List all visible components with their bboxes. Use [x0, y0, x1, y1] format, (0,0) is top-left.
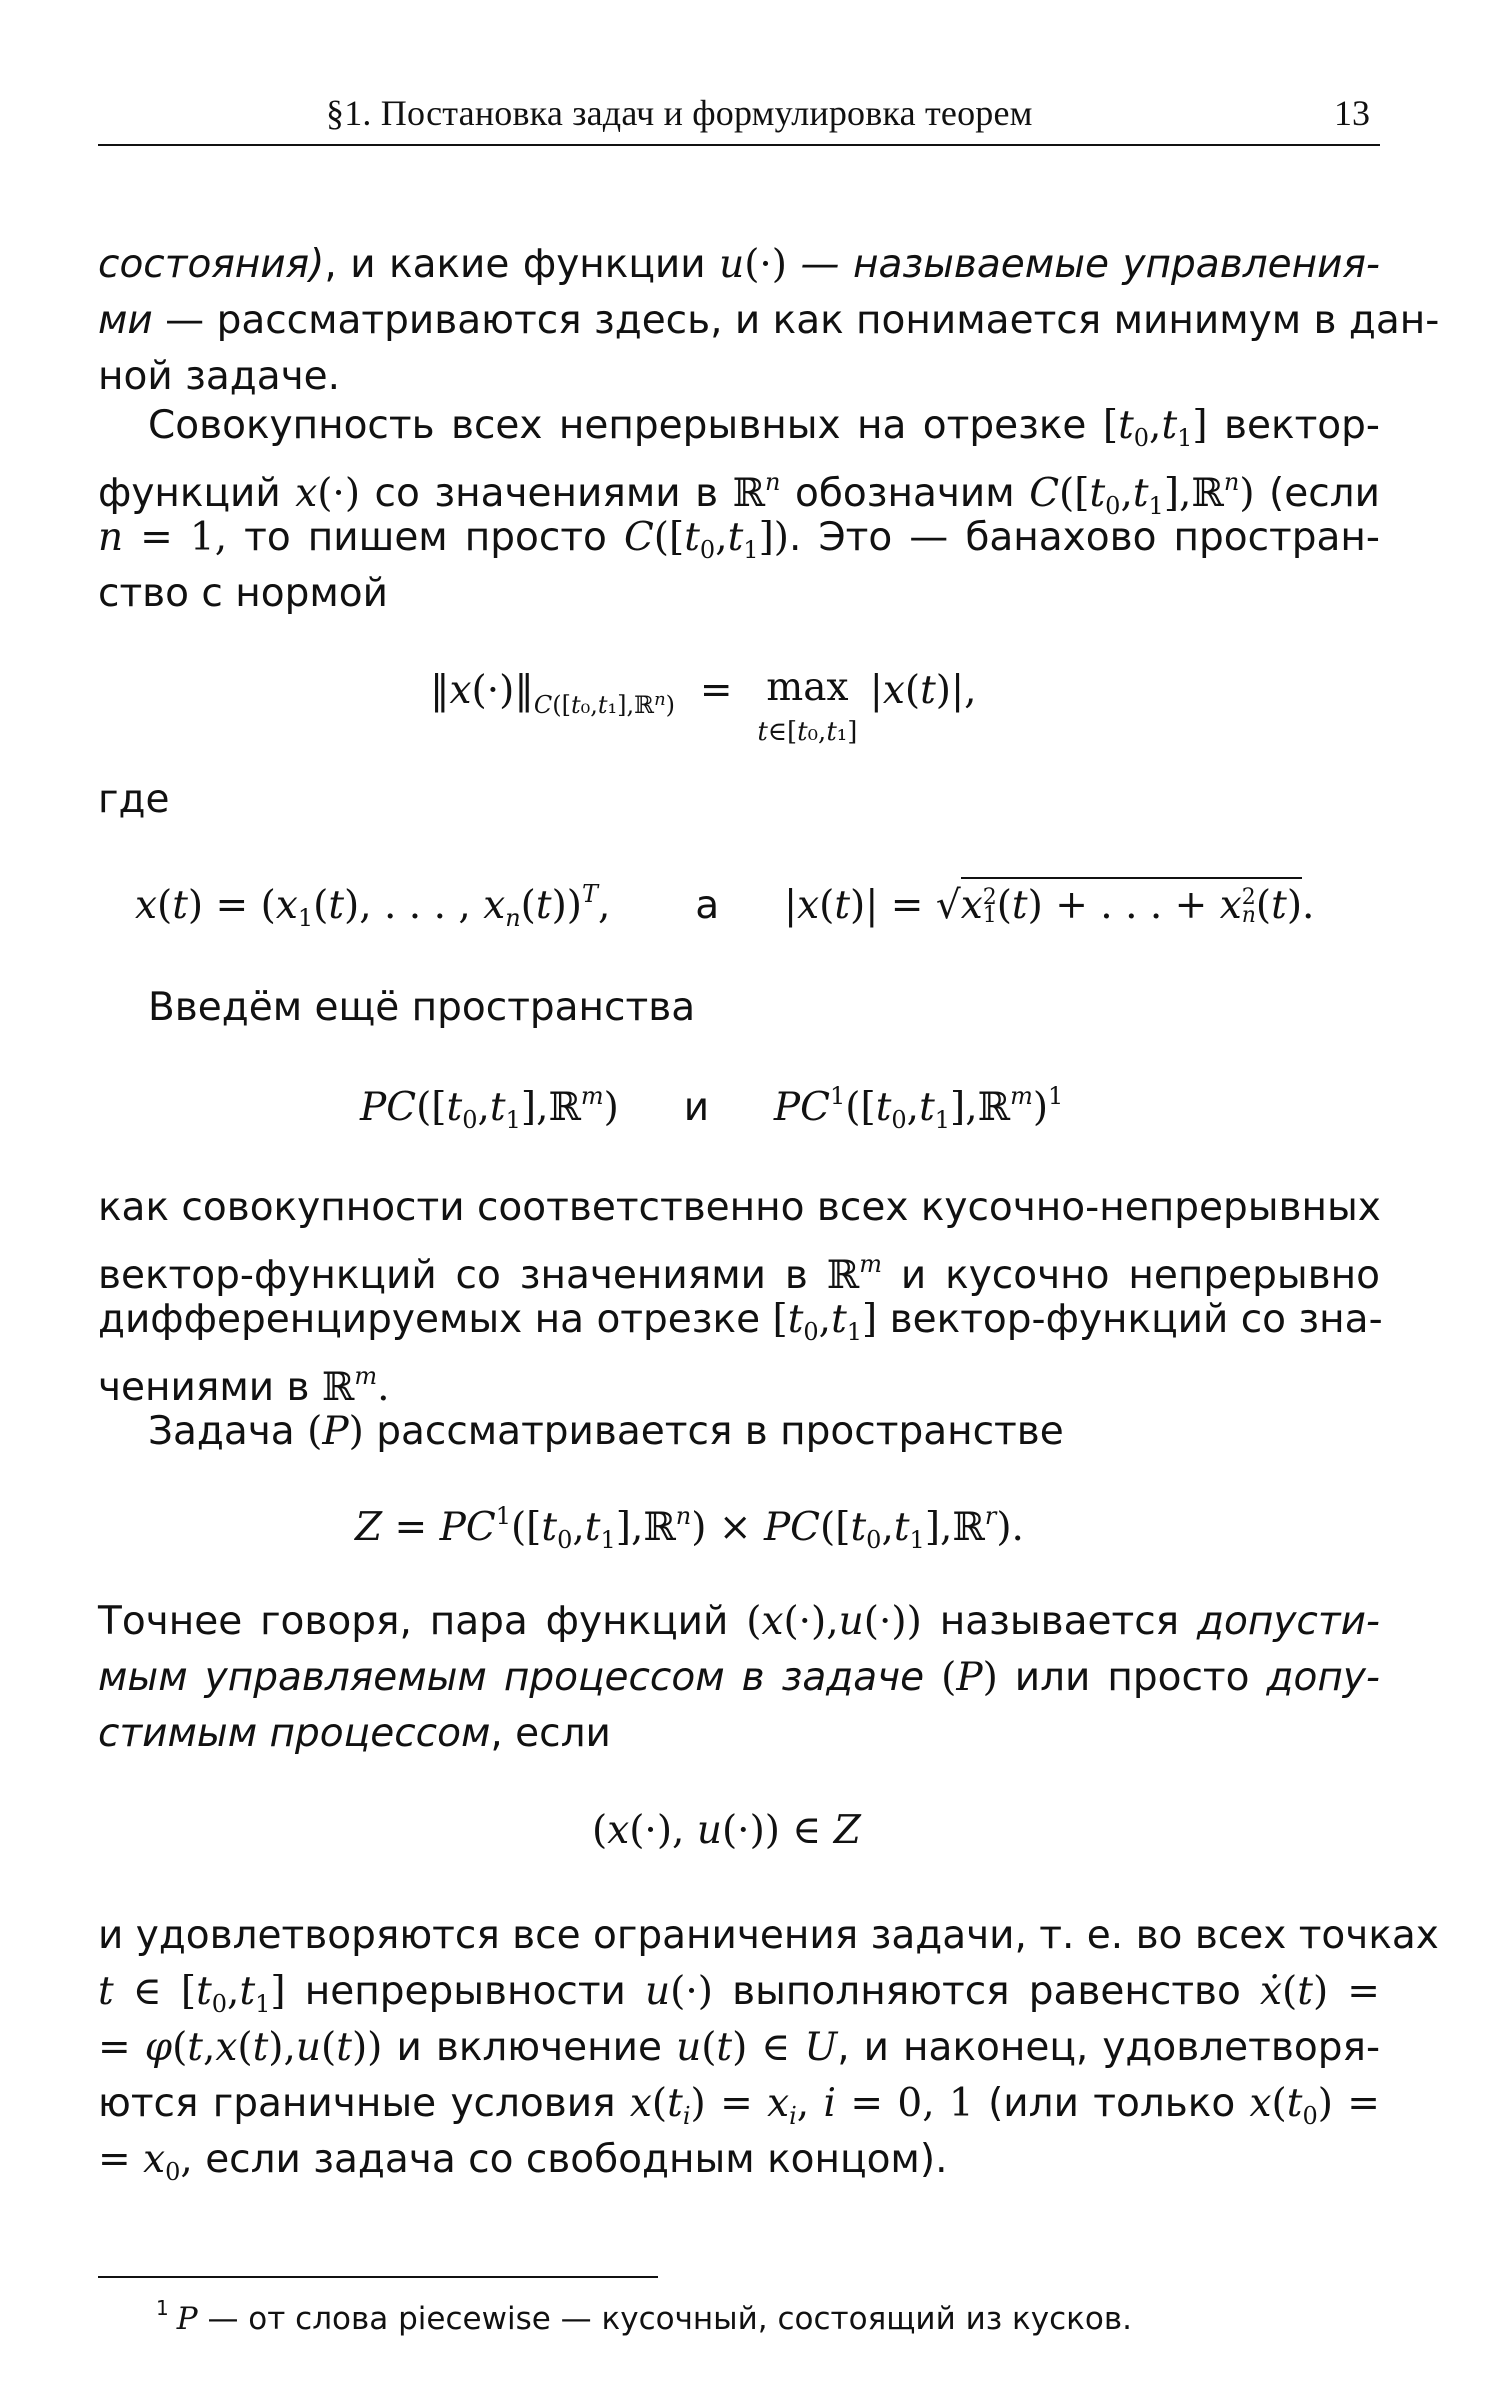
book-page: §1. Постановка задач и формулировка теорем 13 состояния), и какие функции u(·) — называемые управления- ми — рассматриваются здесь, и как понимается минимум в дан- ной задаче. Совокупность всех непрерывных на отрезке $[t_0,t_1]$ вектор- функций x(·) со значениями в ℝ$^n$ обозначим $C([t_0,t_1],ℝ^n)$ (если n = 1, то пишем просто $C([t_0,t_1])$. Это — банахово простран- ство с нормой $‖x(\cdot)‖_{C([t_0,t_1],ℝ^n)} = \max$ t∈[t₀,t₁] |x(t)|, где $x(t) = (x_1(t)$, . . . , $x_n(t))^T$, а |x(t)| = √x2 1(t) + . . . + x2 n(t). Введём ещё пространства $PC([t_0,t_1],ℝ^m)$ и $PC^1([t_0,t_1],ℝ^m)^1$ как совокупности соответственно всех кусочно-непрерывных вектор-функций со значениями в ℝ$^m$ и кусочно непрерывно дифференцируемых на отрезке $[t_0,t_1]$ вектор-функций со зна- чениями в ℝ$^m$. Задача (P) рассматривается в пространстве $Z = PC^1([t_0,t_1],ℝ^n)$ × $PC([t_0,t_1],ℝ^r)$. Точнее говоря, пара функций (x(·),u(·)) называется допусти- мым управляемым процессом в задаче (P) или просто допу- стимым процессом, если (x(·), u(·)) ∈ Z и удовлетворяются все ограничения задачи, т. е. во всех точках t ∈ $[t_0,t_1]$ непрерывности u(·) выполняются равенство ẋ(t) = = φ(t,x(t),u(t)) и включение u(t) ∈ U, и наконец, удовлетворя- ются граничные условия $x(t_i) = x_i$, i = 0, 1 (или только $x(t_0)$ = = $x_0$, если задача со свободным концом). $^1$ P — от слова piecewise — кусочный, состоящий из кусков. [0, 0, 1498, 2385]
pc-spaces-formula: $PC([t_0,t_1],ℝ^m)$ и $PC^1([t_0,t_1],ℝ^m)^1$ [360, 1082, 1064, 1134]
z-space-formula: $Z = PC^1([t_0,t_1],ℝ^n)$ × $PC([t_0,t_1],ℝ^r)$. [355, 1502, 1024, 1554]
header-title: §1. Постановка задач и формулировка теорем [326, 93, 1033, 133]
footnote-text: — от слова piecewise — кусочный, состоящий из кусков. [197, 2301, 1132, 2337]
norm-formula: $‖x(\cdot)‖_{C([t_0,t_1],ℝ^n)} = \max$ t∈[t₀,t₁] |x(t)|, [430, 665, 977, 747]
where-label: где [98, 777, 170, 822]
membership-formula: (x(·), u(·)) ∈ Z [592, 1808, 861, 1853]
page-number: 13 [1334, 93, 1370, 133]
running-header [98, 92, 1380, 146]
vector-formula: $x(t) = (x_1(t)$, . . . , $x_n(t))^T$, а |x(t)| = √x2 1(t) + . . . + x2 n(t). [135, 880, 1314, 932]
footnote-rule [98, 2276, 658, 2278]
footnote: $^1$ P — от слова piecewise — кусочный, состоящий из кусков. [156, 2296, 1132, 2337]
footnote-mark: 1 [156, 2296, 169, 2320]
